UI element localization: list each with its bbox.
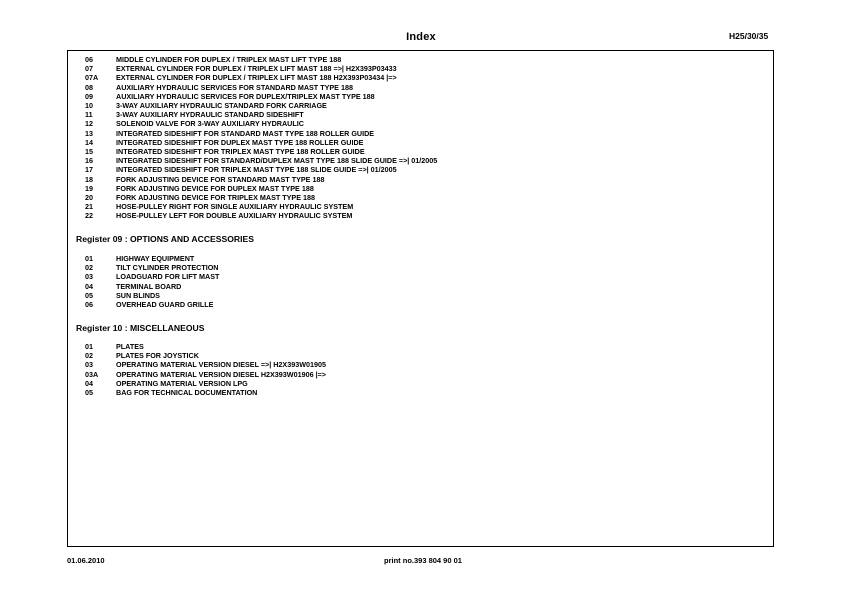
section8-list [85,55,437,221]
model-code: H25/30/35 [729,31,769,41]
list-item[interactable] [85,254,219,263]
item-title: TERMINAL BOARD [116,281,182,291]
item-number: 16 [85,156,93,166]
item-number: 03 [85,272,93,282]
item-title: BAG FOR TECHNICAL DOCUMENTATION [116,388,258,398]
item-number: 12 [85,119,93,129]
item-title: TILT CYLINDER PROTECTION [116,263,219,273]
item-number: 03A [85,369,99,379]
list-item[interactable] [85,300,219,309]
list-item[interactable] [85,73,437,82]
item-title: INTEGRATED SIDESHIFT FOR TRIPLEX MAST TYPE 188 SLIDE GUIDE =>| 01/2005 [116,165,397,175]
item-title: FORK ADJUSTING DEVICE FOR STANDARD MAST TYPE 188 [116,174,325,184]
item-number: 07 [85,64,93,74]
list-item[interactable] [85,55,437,64]
item-number: 04 [85,281,93,291]
list-item[interactable] [85,83,437,92]
item-number: 15 [85,147,93,157]
item-number: 03 [85,360,93,370]
item-title: 3-WAY AUXILIARY HYDRAULIC STANDARD FORK CARRIAGE [116,101,327,111]
item-title: INTEGRATED SIDESHIFT FOR DUPLEX MAST TYPE 188 ROLLER GUIDE [116,137,364,147]
item-number: 14 [85,137,93,147]
item-title: FORK ADJUSTING DEVICE FOR TRIPLEX MAST TYPE 188 [116,193,316,203]
list-item[interactable] [85,282,219,291]
item-number: 22 [85,211,93,221]
item-title: HOSE-PULLEY LEFT FOR DOUBLE AUXILIARY HYDRAULIC SYSTEM [116,211,353,221]
item-number: 05 [85,388,93,398]
item-title: INTEGRATED SIDESHIFT FOR STANDARD MAST TYPE 188 ROLLER GUIDE [116,128,375,138]
list-item[interactable] [85,92,437,101]
list-item[interactable] [85,175,437,184]
list-item[interactable] [85,184,437,193]
item-title: EXTERNAL CYLINDER FOR DUPLEX / TRIPLEX LIFT MAST 188 H2X393P03434 |=> [116,73,397,83]
list-item[interactable] [85,64,437,73]
item-title: INTEGRATED SIDESHIFT FOR TRIPLEX MAST TYPE 188 ROLLER GUIDE [116,147,365,157]
item-title: MIDDLE CYLINDER FOR DUPLEX / TRIPLEX MAST LIFT TYPE 188 [116,55,342,64]
register-09-list [85,254,219,309]
item-title: OPERATING MATERIAL VERSION DIESEL H2X393W01906 |=> [116,369,326,379]
list-item[interactable] [85,119,437,128]
item-number: 19 [85,183,93,193]
item-number: 20 [85,193,93,203]
list-item[interactable] [85,129,437,138]
item-title: OVERHEAD GUARD GRILLE [116,300,214,310]
list-item[interactable] [85,351,326,360]
item-title: FORK ADJUSTING DEVICE FOR DUPLEX MAST TYPE 188 [116,183,314,193]
register-10-heading: Register 10 : MISCELLANEOUS [76,323,205,333]
item-title: OPERATING MATERIAL VERSION DIESEL =>| H2X393W01905 [116,360,326,370]
item-title: HIGHWAY EQUIPMENT [116,254,195,263]
footer-print-number: print no.393 804 90 01 [384,556,462,565]
item-number: 05 [85,290,93,300]
register-10-list [85,342,326,397]
list-item[interactable] [85,263,219,272]
page-title: Index [406,31,436,43]
item-number: 09 [85,91,93,101]
list-item[interactable] [85,379,326,388]
item-number: 08 [85,82,93,92]
item-title: OPERATING MATERIAL VERSION LPG [116,378,248,388]
item-number: 21 [85,202,93,212]
list-item[interactable] [85,291,219,300]
item-title: AUXILIARY HYDRAULIC SERVICES FOR STANDARD MAST TYPE 188 [116,82,353,92]
item-number: 18 [85,174,93,184]
item-number: 06 [85,300,93,310]
item-title: PLATES [116,342,144,351]
list-item[interactable] [85,110,437,119]
item-title: SOLENOID VALVE FOR 3-WAY AUXILIARY HYDRAULIC [116,119,304,129]
item-title: AUXILIARY HYDRAULIC SERVICES FOR DUPLEX/TRIPLEX MAST TYPE 188 [116,91,375,101]
item-title: LOADGUARD FOR LIFT MAST [116,272,220,282]
item-number: 06 [85,55,93,64]
item-title: SUN BLINDS [116,290,160,300]
footer-date: 01.06.2010 [67,556,105,565]
list-item[interactable] [85,202,437,211]
item-number: 13 [85,128,93,138]
item-title: EXTERNAL CYLINDER FOR DUPLEX / TRIPLEX LIFT MAST 188 =>| H2X393P03433 [116,64,397,74]
list-item[interactable] [85,388,326,397]
list-item[interactable] [85,360,326,369]
list-item[interactable] [85,101,437,110]
item-number: 02 [85,263,93,273]
item-number: 10 [85,101,93,111]
list-item[interactable] [85,156,437,165]
item-number: 04 [85,378,93,388]
list-item[interactable] [85,370,326,379]
list-item[interactable] [85,165,437,174]
item-number: 02 [85,351,93,361]
register-09-heading: Register 09 : OPTIONS AND ACCESSORIES [76,234,254,244]
list-item[interactable] [85,193,437,202]
item-title: PLATES FOR JOYSTICK [116,351,199,361]
item-number: 17 [85,165,93,175]
list-item[interactable] [85,147,437,156]
item-title: HOSE-PULLEY RIGHT FOR SINGLE AUXILIARY HYDRAULIC SYSTEM [116,202,354,212]
list-item[interactable] [85,211,437,220]
list-item[interactable] [85,342,326,351]
item-number: 11 [85,110,93,120]
item-title: INTEGRATED SIDESHIFT FOR STANDARD/DUPLEX MAST TYPE 188 SLIDE GUIDE =>| 01/2005 [116,156,438,166]
list-item[interactable] [85,272,219,281]
item-number: 01 [85,254,93,263]
item-number: 01 [85,342,93,351]
item-title: 3-WAY AUXILIARY HYDRAULIC STANDARD SIDESHIFT [116,110,304,120]
list-item[interactable] [85,138,437,147]
item-number: 07A [85,73,99,83]
